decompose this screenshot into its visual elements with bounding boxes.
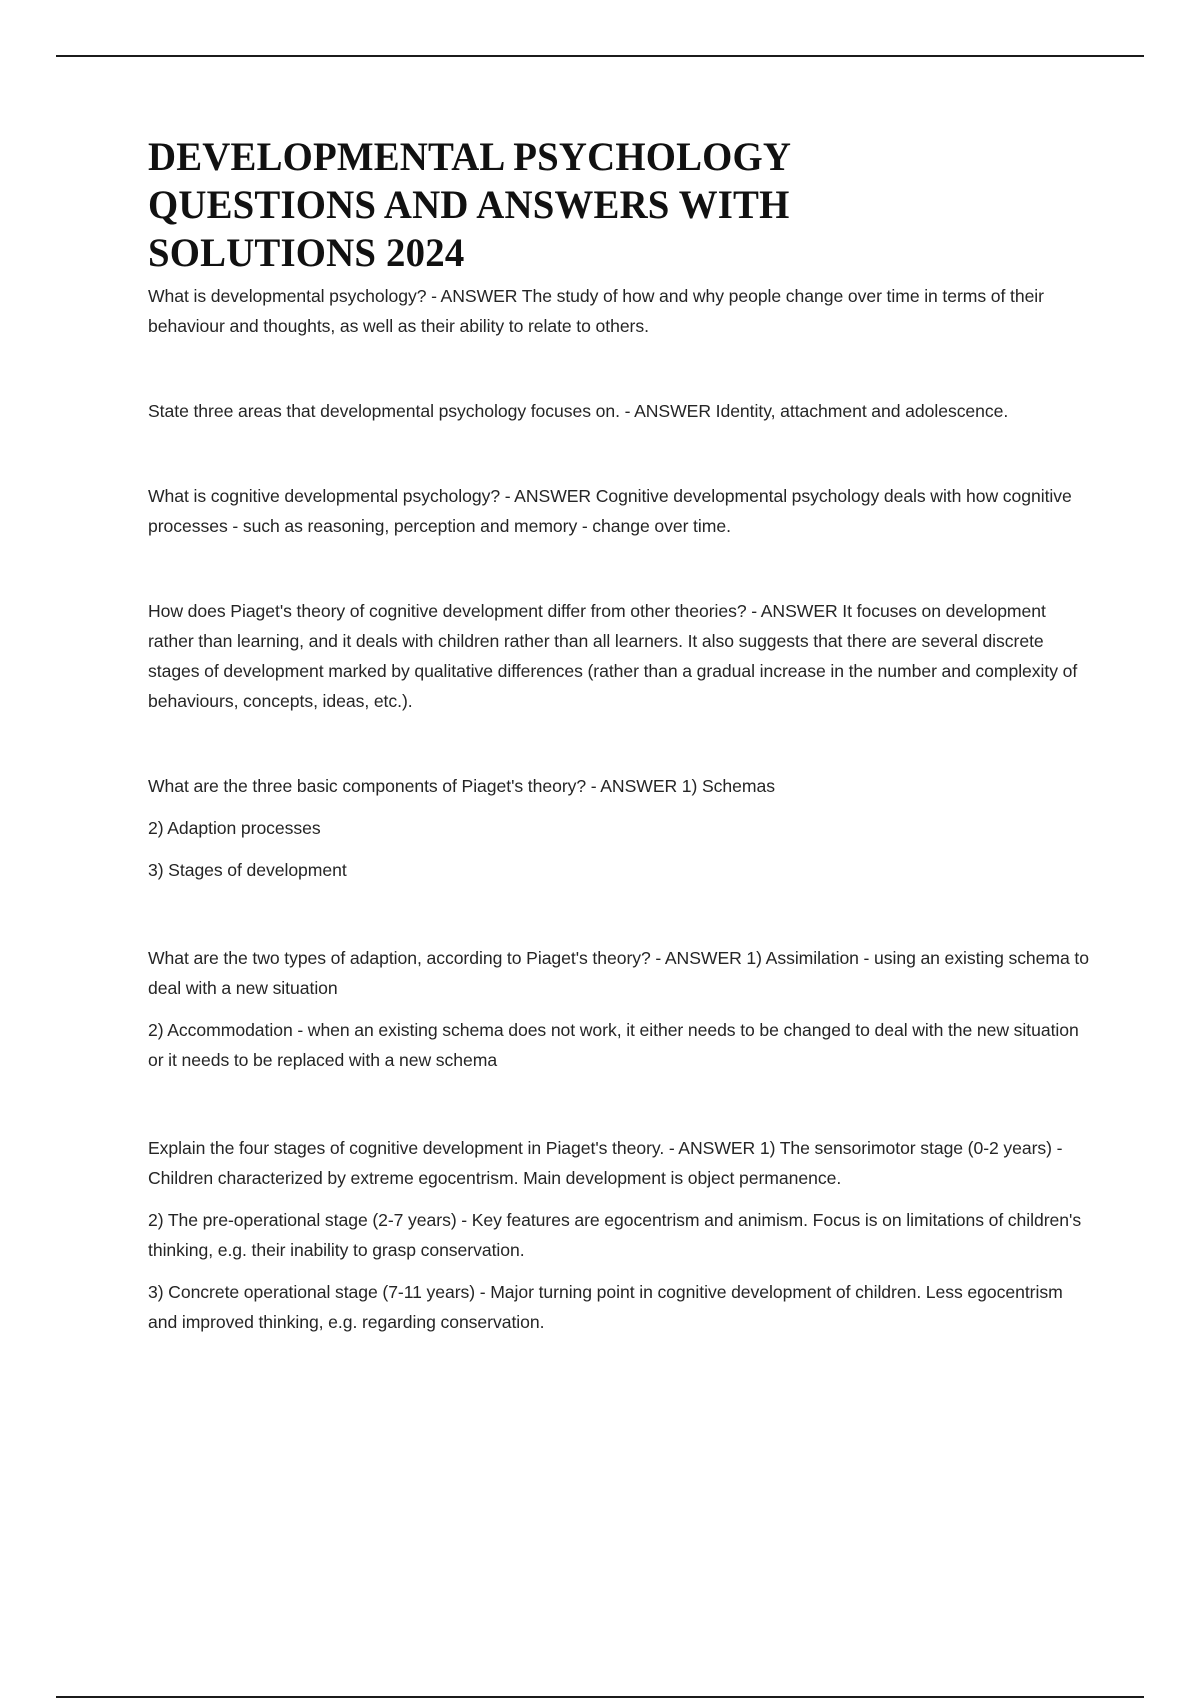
footer-rule bbox=[56, 1696, 1144, 1698]
paragraph-q7-item2: 2) The pre-operational stage (2-7 years) - Key features are egocentrism and animism. Focus is on limitations of children's thinking, e.g. their inability to grasp conservation. bbox=[148, 1210, 1082, 1260]
page-title: DEVELOPMENTAL PSYCHOLOGY QUESTIONS AND ANSWERS WITH SOLUTIONS 2024 bbox=[148, 134, 790, 275]
paragraph-q7: Explain the four stages of cognitive development in Piaget's theory. - ANSWER 1) The sensorimotor stage (0-2 years) - Children characterized by extreme egocentrism. Main development is object permanence. bbox=[148, 1138, 1063, 1188]
paragraph-q7-item3: 3) Concrete operational stage (7-11 years) - Major turning point in cognitive development of children. Less egocentrism and improved thinking, e.g. regarding conservation. bbox=[148, 1282, 1063, 1332]
document-body bbox=[148, 133, 1090, 1337]
paragraph-q2: State three areas that developmental psychology focuses on. - ANSWER Identity, attachment and adolescence. bbox=[148, 401, 1009, 421]
paragraph-q5-item2: 2) Adaption processes bbox=[148, 818, 321, 838]
paragraph-list bbox=[148, 281, 1090, 1337]
paragraph-q4: How does Piaget's theory of cognitive development differ from other theories? - ANSWER It focuses on development rather than learning, and it deals with children rather than all learners. It also suggests that there are several discrete stages of development marked by qualitative differences (rather than a gradual increase in the number and complexity of behaviours, concepts, ideas, etc.). bbox=[148, 601, 1078, 711]
paragraph-q1: What is developmental psychology? - ANSWER The study of how and why people change over time in terms of their behaviour and thoughts, as well as their ability to relate to others. bbox=[148, 286, 1044, 336]
paragraph-q6-item2: 2) Accommodation - when an existing schema does not work, it either needs to be changed to deal with the new situation or it needs to be replaced with a new schema bbox=[148, 1020, 1079, 1070]
paragraph-q6: What are the two types of adaption, according to Piaget's theory? - ANSWER 1) Assimilation - using an existing schema to deal with a new situation bbox=[148, 948, 1089, 998]
paragraph-q3: What is cognitive developmental psychology? - ANSWER Cognitive developmental psychology deals with how cognitive processes - such as reasoning, perception and memory - change over time. bbox=[148, 486, 1072, 536]
paragraph-q5: What are the three basic components of Piaget's theory? - ANSWER 1) Schemas bbox=[148, 776, 775, 796]
header-rule bbox=[56, 55, 1144, 57]
paragraph-q5-item3: 3) Stages of development bbox=[148, 860, 347, 880]
